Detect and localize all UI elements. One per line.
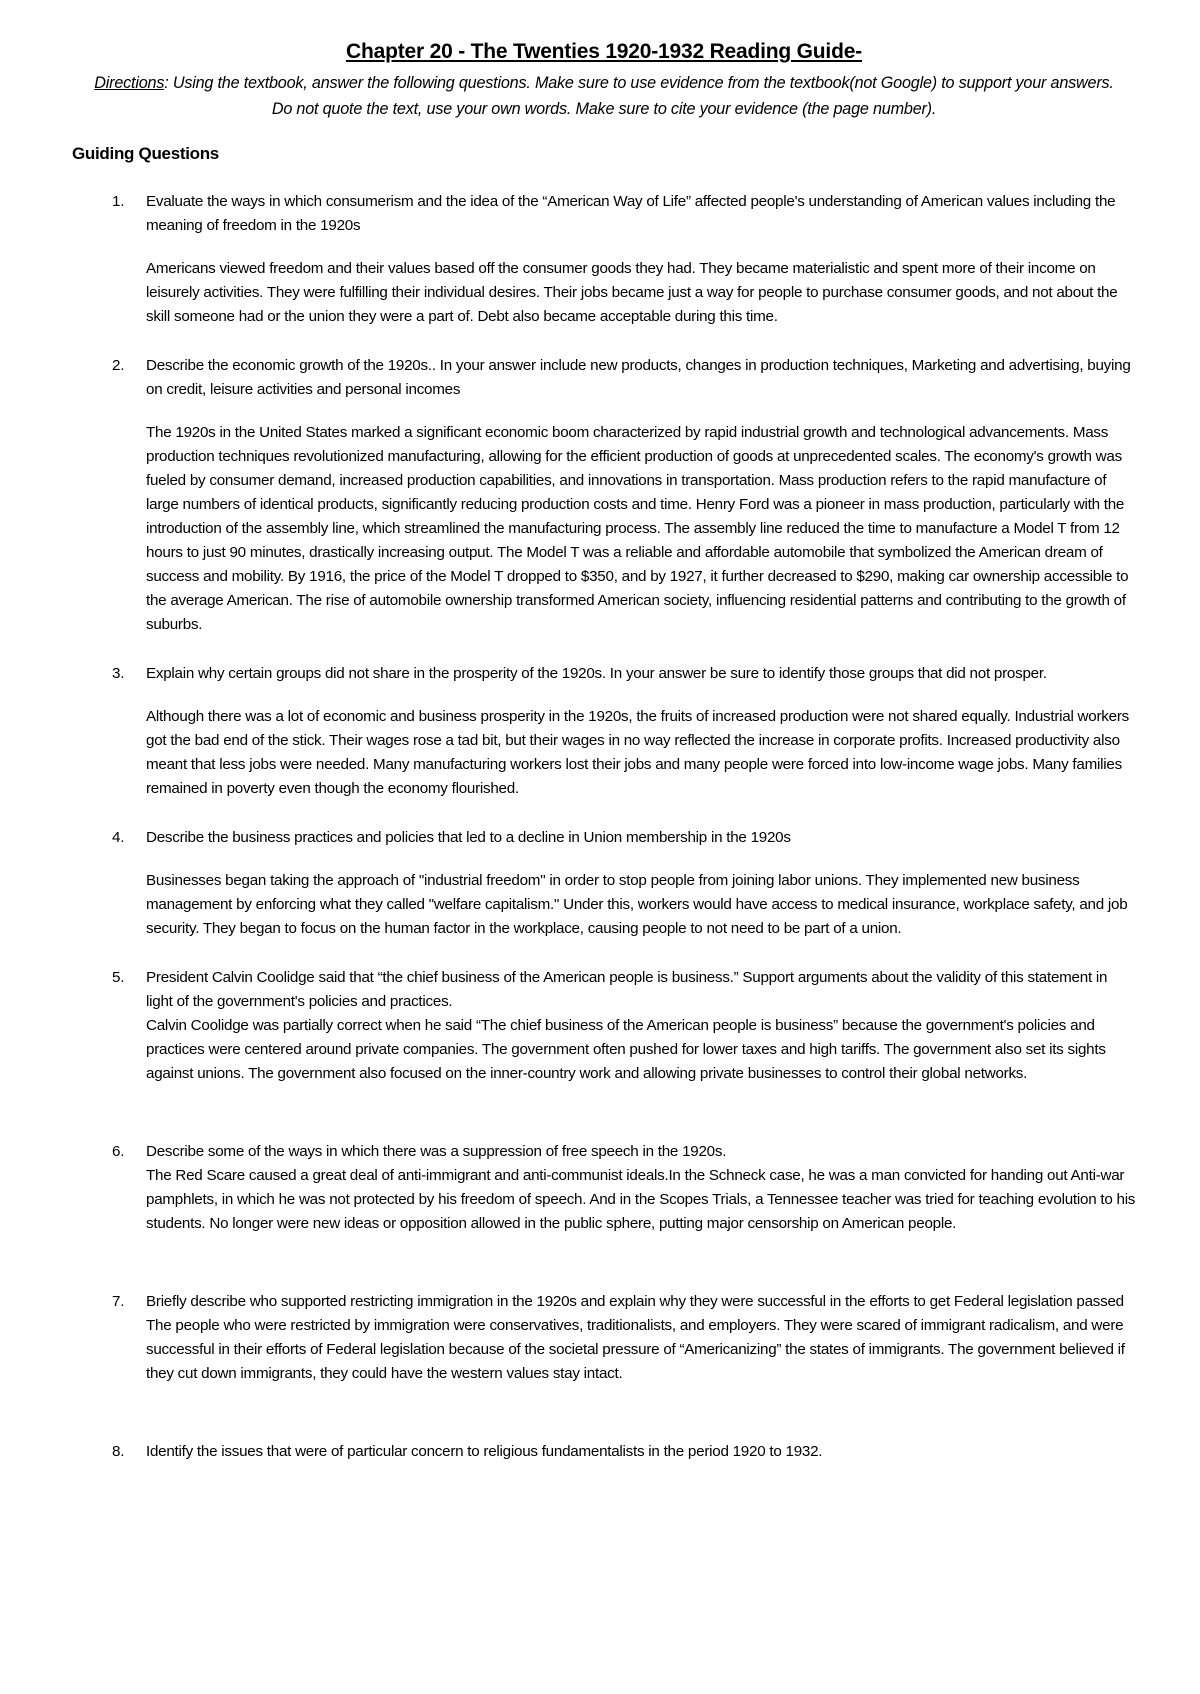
- question-text: Identify the issues that were of particular concern to religious fundamentalists in the period 1920 to 1932.: [146, 1443, 823, 1460]
- directions-paragraph: [72, 70, 1136, 122]
- answer-text: Although there was a lot of economic and business prosperity in the 1920s, the fruits of increased production were not shared equally. Industrial workers got the bad end of the stick. Their wages rose a tad bit, but their wages in no way reflected the increase in corporate profits. Increased productivity also meant that less jobs were needed. Many manufacturing workers lost their jobs and many people were forced into low-income wage jobs. Many families remained in poverty even though the economy flourished.: [146, 708, 1129, 797]
- question-text: Briefly describe who supported restricting immigration in the 1920s and explain why they were successful in the efforts to get Federal legislation passed: [146, 1293, 1124, 1310]
- question-item-7: [72, 1290, 1136, 1386]
- question-text: Evaluate the ways in which consumerism and the idea of the “American Way of Life” affected people's understanding of American values including the meaning of freedom in the 1920s: [146, 193, 1116, 234]
- question-text: President Calvin Coolidge said that “the chief business of the American people is business.” Support arguments about the validity of this statement in light of the government's policies and practices.: [146, 969, 1108, 1010]
- question-text: Describe some of the ways in which there was a suppression of free speech in the 1920s.: [146, 1143, 727, 1160]
- question-text: Describe the business practices and policies that led to a decline in Union membership in the 1920s: [146, 829, 791, 846]
- question-number: 5.: [112, 969, 125, 986]
- answer-text: Businesses began taking the approach of "industrial freedom" in order to stop people from joining labor unions. They implemented new business management by enforcing what they called "welfare capitalism." Under this, workers would have access to medical insurance, workplace safety, and job security. They began to focus on the human factor in the workplace, causing people to not need to be part of a union.: [146, 872, 1128, 937]
- answer-text: The people who were restricted by immigration were conservatives, traditionalists, and employers. They were scared of immigrant radicalism, and were successful in their efforts of Federal legislation because of the societal pressure of “Americanizing” the states of immigrants. The government believed if they cut down immigrants, they could have the western values stay intact.: [146, 1317, 1125, 1382]
- answer-text: The Red Scare caused a great deal of anti-immigrant and anti-communist ideals.In the Schneck case, he was a man convicted for handing out Anti-war pamphlets, in which he was not protected by his freedom of speech. And in the Scopes Trials, a Tennessee teacher was tried for teaching evolution to his students. No longer were new ideas or opposition allowed in the public sphere, putting major censorship on American people.: [146, 1167, 1136, 1232]
- question-item-5: [72, 966, 1136, 1086]
- question-number: 1.: [112, 193, 125, 210]
- question-number: 7.: [112, 1293, 125, 1310]
- question-text: Explain why certain groups did not share in the prosperity of the 1920s. In your answer be sure to identify those groups that did not prosper.: [146, 665, 1047, 682]
- document-title: Chapter 20 - The Twenties 1920-1932 Reading Guide-: [346, 40, 862, 63]
- question-list: [72, 190, 1136, 1464]
- question-item-2: [72, 354, 1136, 637]
- question-text: Describe the economic growth of the 1920s.. In your answer include new products, changes in production techniques, Marketing and advertising, buying on credit, leisure activities and personal incomes: [146, 357, 1131, 398]
- question-number: 8.: [112, 1443, 125, 1460]
- question-item-4: [72, 826, 1136, 941]
- question-number: 4.: [112, 829, 125, 846]
- question-item-8: [72, 1440, 1136, 1464]
- answer-text: The 1920s in the United States marked a significant economic boom characterized by rapid industrial growth and technological advancements. Mass production techniques revolutionized manufacturing, allowing for the efficient production of goods at unprecedented scales. The economy's growth was fueled by consumer demand, increased production capabilities, and innovations in transportation. Mass production refers to the rapid manufacture of large numbers of identical products, significantly reducing production costs and time. Henry Ford was a pioneer in mass production, particularly with the introduction of the assembly line, which streamlined the manufacturing process. The assembly line reduced the time to manufacture a Model T from 12 hours to just 90 minutes, drastically increasing output. The Model T was a reliable and affordable automobile that symbolized the American dream of success and mobility. By 1916, the price of the Model T dropped to $350, and by 1927, it further decreased to $290, making car ownership accessible to the average American. The rise of automobile ownership transformed American society, influencing residential patterns and contributing to the growth of suburbs.: [146, 424, 1129, 633]
- directions-label: Directions: [94, 74, 165, 92]
- directions-text: : Using the textbook, answer the following questions. Make sure to use evidence from the textbook(not Google) to support your answers. Do not quote the text, use your own words. Make sure to cite your evidence (the page number).: [164, 74, 1114, 118]
- question-item-6: [72, 1140, 1136, 1236]
- question-number: 2.: [112, 357, 125, 374]
- question-item-1: [72, 190, 1136, 329]
- section-heading: Guiding Questions: [72, 144, 219, 163]
- question-item-3: [72, 662, 1136, 801]
- answer-text: Americans viewed freedom and their values based off the consumer goods they had. They became materialistic and spent more of their income on leisurely activities. They were fulfilling their individual desires. Their jobs became just a way for people to purchase consumer goods, and not about the skill someone had or the union they were a part of. Debt also became acceptable during this time.: [146, 260, 1118, 325]
- answer-text: Calvin Coolidge was partially correct when he said “The chief business of the American people is business” because the government's policies and practices were centered around private companies. The government often pushed for lower taxes and high tariffs. The government also set its sights against unions. The government also focused on the inner-country work and allowing private businesses to control their global networks.: [146, 1017, 1106, 1082]
- question-number: 3.: [112, 665, 125, 682]
- question-number: 6.: [112, 1143, 125, 1160]
